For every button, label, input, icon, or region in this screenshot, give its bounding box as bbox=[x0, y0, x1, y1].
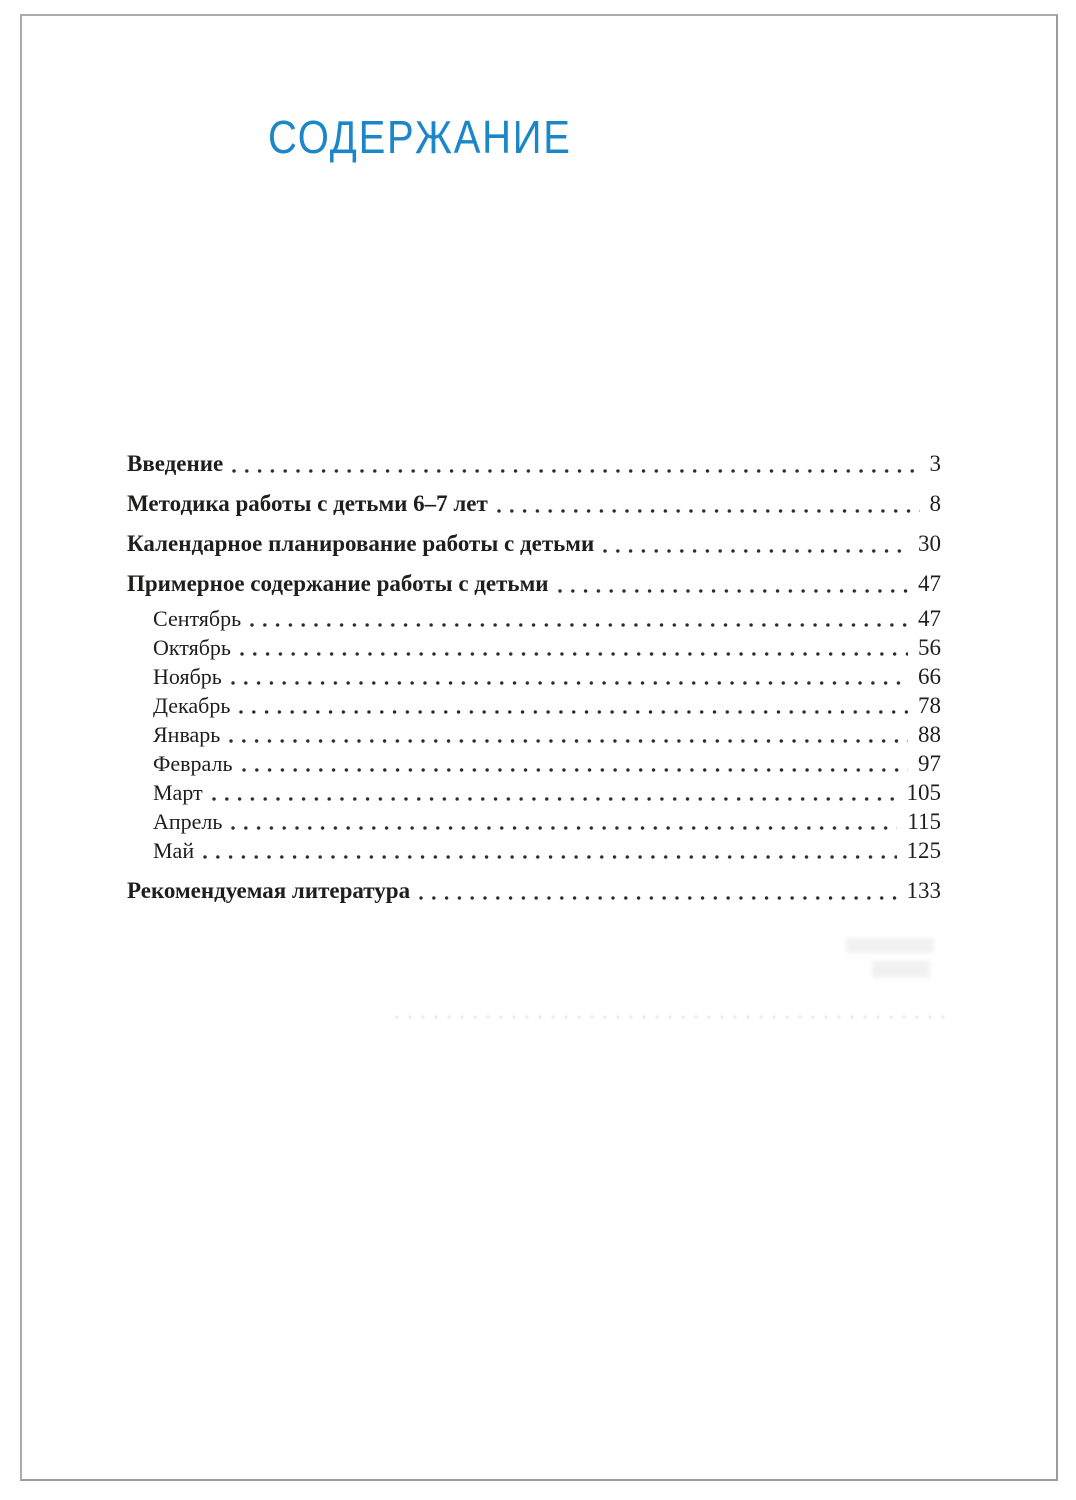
toc-entry-page-number: 47 bbox=[918, 606, 941, 631]
toc-leader-dots bbox=[212, 797, 897, 801]
toc-entry-label: Апрель bbox=[153, 809, 223, 834]
toc-leader-dots bbox=[603, 549, 908, 553]
toc-entry bbox=[127, 633, 941, 662]
bleed-through-artifact bbox=[846, 938, 934, 953]
toc-leader-dots bbox=[203, 855, 896, 859]
toc-entry-label: Календарное планирование работы с детьми bbox=[127, 531, 595, 556]
toc-entry-page-number: 8 bbox=[929, 491, 941, 516]
toc-entry-label: Октябрь bbox=[153, 635, 231, 660]
toc-leader-dots bbox=[419, 896, 896, 900]
toc-leader-dots bbox=[231, 826, 897, 830]
toc-entry-page-number: 115 bbox=[907, 809, 941, 834]
toc-entry-page-number: 125 bbox=[906, 838, 941, 863]
toc-leader-dots bbox=[242, 768, 908, 772]
toc-entry bbox=[127, 604, 941, 633]
toc-entry-page-number: 88 bbox=[918, 722, 941, 747]
toc-entry bbox=[127, 691, 941, 720]
toc-entry-page-number: 66 bbox=[918, 664, 941, 689]
toc-entry-label: Май bbox=[153, 838, 195, 863]
toc-entry-label: Декабрь bbox=[153, 693, 231, 718]
toc-entry-page-number: 47 bbox=[918, 571, 941, 596]
toc-entry-label: Рекомендуемая литература bbox=[127, 878, 411, 903]
toc-leader-dots bbox=[229, 739, 908, 743]
table-of-contents bbox=[127, 444, 941, 911]
toc-entry-label: Примерное содержание работы с детьми bbox=[127, 571, 549, 596]
toc-entry-page-number: 3 bbox=[929, 451, 941, 476]
toc-entry bbox=[127, 807, 941, 836]
toc-entry bbox=[127, 778, 941, 807]
toc-entry bbox=[127, 720, 941, 749]
toc-entry-page-number: 56 bbox=[918, 635, 941, 660]
page-title: СОДЕРЖАНИЕ bbox=[268, 111, 572, 163]
toc-entry bbox=[127, 564, 941, 604]
toc-entry-label: Методика работы с детьми 6–7 лет bbox=[127, 491, 488, 516]
bleed-through-artifact bbox=[872, 961, 930, 978]
toc-entry bbox=[127, 871, 941, 911]
toc-entry-page-number: 78 bbox=[918, 693, 941, 718]
toc-entry-label: Сентябрь bbox=[153, 606, 242, 631]
toc-entry-page-number: 30 bbox=[918, 531, 941, 556]
toc-entry-page-number: 105 bbox=[906, 780, 941, 805]
toc-entry bbox=[127, 749, 941, 778]
toc-leader-dots bbox=[232, 469, 919, 473]
bleed-through-dots bbox=[395, 1015, 947, 1020]
toc-entry bbox=[127, 836, 941, 865]
toc-entry-label: Ноябрь bbox=[153, 664, 222, 689]
toc-entry-page-number: 133 bbox=[906, 878, 941, 903]
toc-entry bbox=[127, 484, 941, 524]
toc-leader-dots bbox=[558, 589, 908, 593]
toc-leader-dots bbox=[239, 710, 908, 714]
toc-entry-page-number: 97 bbox=[918, 751, 941, 776]
toc-leader-dots bbox=[497, 509, 920, 513]
toc-entry-label: Февраль bbox=[153, 751, 233, 776]
toc-entry-label: Март bbox=[153, 780, 203, 805]
toc-entry-label: Январь bbox=[153, 722, 221, 747]
toc-entry-label: Введение bbox=[127, 451, 224, 476]
toc-leader-dots bbox=[231, 681, 908, 685]
toc-entry bbox=[127, 524, 941, 564]
toc-entry bbox=[127, 444, 941, 484]
toc-leader-dots bbox=[240, 652, 908, 656]
toc-leader-dots bbox=[250, 623, 908, 627]
toc-entry bbox=[127, 662, 941, 691]
